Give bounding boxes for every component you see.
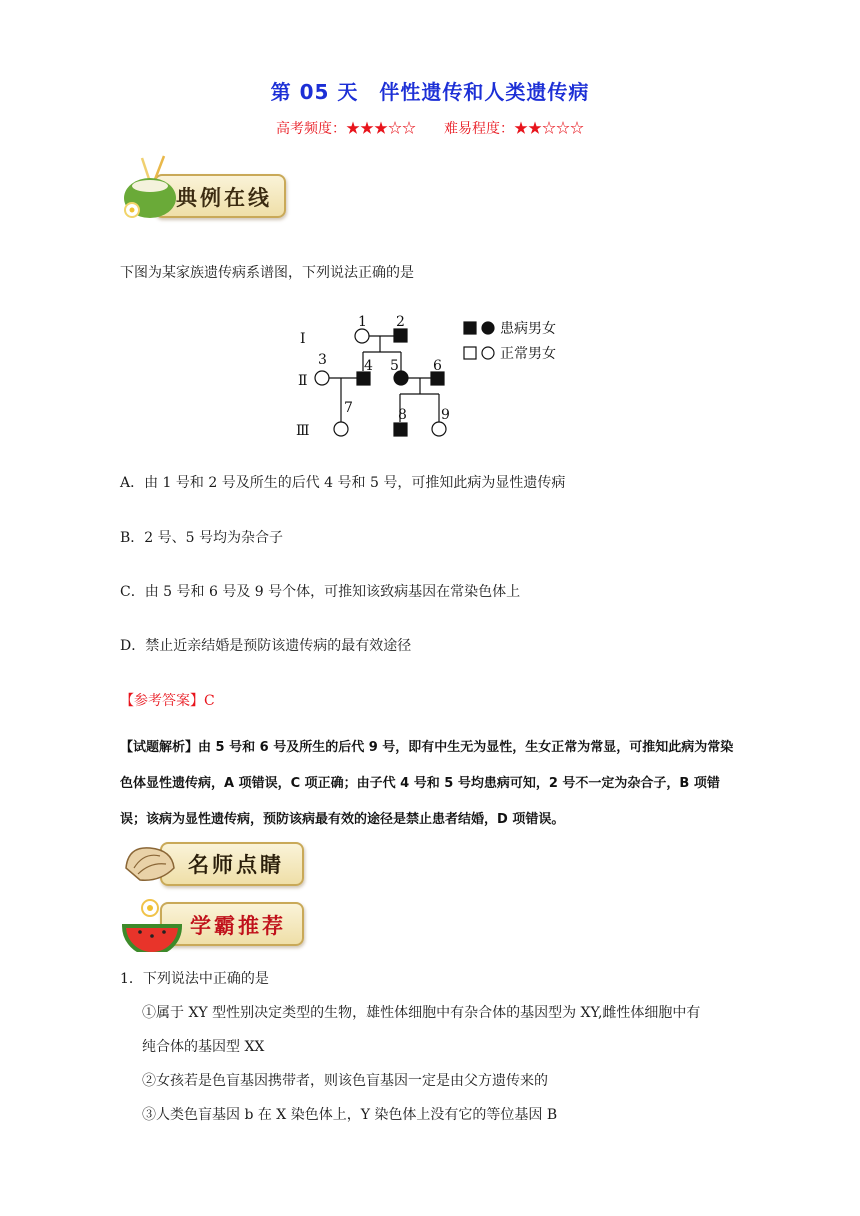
- difficulty-rating: 高考频度：★★★☆☆ 难易程度：★★☆☆☆: [276, 121, 584, 137]
- legend-normal-male-symbol: [464, 347, 476, 359]
- example-banner: [120, 154, 290, 224]
- question-stem: 下图为某家族遗传病系谱图，下列说法正确的是: [120, 265, 414, 281]
- analysis-text: 由 5 号和 6 号及所生的后代 9 号，即有中生无为显性，生女正常为常显，可推知此病为常染色体显性遗传病，A 项错误，C 项正确；由子代 4 号和 5 号均患病可知，2 号不一定为杂合子，B 项错误；该病为显性遗传病，预防该病最有效的途径是禁止患者结婚，D 项错误。: [120, 740, 734, 827]
- individual-label-6: 6: [433, 358, 442, 374]
- option-c: C．由 5 号和 6 号及 9 号个体，可推知该致病基因在常染色体上: [120, 584, 521, 600]
- reference-answer: 【参考答案】C: [120, 693, 215, 709]
- individual-label-1: 1: [358, 314, 367, 330]
- legend-normal-label: 正常男女: [500, 346, 556, 362]
- individual-9-normal-female: [432, 422, 446, 436]
- analysis-label: 【试题解析】: [120, 740, 199, 755]
- pedigree-chart: [290, 308, 630, 448]
- generation-label-2: Ⅱ: [298, 373, 308, 389]
- practice-item-2: ②女孩若是色盲基因携带者，则该色盲基因一定是由父方遗传来的: [142, 1073, 548, 1089]
- individual-label-8: 8: [398, 407, 407, 423]
- option-d: D．禁止近亲结婚是预防该遗传病的最有效途径: [120, 638, 412, 654]
- practice-item-3: ③人类色盲基因 b 在 X 染色体上，Y 染色体上没有它的等位基因 B: [142, 1107, 558, 1123]
- legend-affected-male-symbol: [464, 322, 476, 334]
- legend-affected-label: 患病男女: [500, 321, 556, 337]
- individual-7-normal-female: [334, 422, 348, 436]
- practice-question-stem: 1．下列说法中正确的是: [120, 971, 269, 987]
- practice-item-1: ①属于 XY 型性别决定类型的生物，雄性体细胞中有杂合体的基因型为 XY,雌性体细胞中有: [142, 1005, 701, 1021]
- shell-icon: [120, 838, 180, 888]
- individual-label-9: 9: [441, 407, 450, 423]
- legend-affected-female-symbol: [482, 322, 494, 334]
- individual-label-7: 7: [344, 400, 353, 416]
- option-a: A．由 1 号和 2 号及所生的后代 4 号和 5 号，可推知此病为显性遗传病: [120, 475, 566, 491]
- option-b: B．2 号、5 号均为杂合子: [120, 530, 284, 546]
- individual-8-affected-male: [394, 423, 407, 436]
- example-banner-text: 典例在线: [176, 186, 272, 210]
- legend-normal-female-symbol: [482, 347, 494, 359]
- generation-label-3: Ⅲ: [296, 423, 310, 439]
- analysis-paragraph: [120, 730, 740, 838]
- recommend-banner: [120, 892, 310, 952]
- recommend-banner-text: 学霸推荐: [190, 914, 286, 938]
- practice-item-1-continued: 纯合体的基因型 XX: [142, 1039, 265, 1055]
- individual-3-normal-female: [315, 371, 329, 385]
- individual-1-normal-female: [355, 329, 369, 343]
- generation-label-1: Ⅰ: [300, 331, 306, 347]
- individual-label-4: 4: [364, 358, 373, 374]
- individual-2-affected-male: [394, 329, 407, 342]
- page-title: 第 05 天 伴性遗传和人类遗传病: [270, 80, 590, 104]
- individual-label-5: 5: [390, 358, 399, 374]
- individual-label-2: 2: [396, 314, 405, 330]
- teacher-banner: [120, 838, 310, 888]
- teacher-banner-text: 名师点睛: [188, 853, 284, 877]
- individual-label-3: 3: [318, 352, 327, 368]
- watermelon-icon: [120, 892, 184, 952]
